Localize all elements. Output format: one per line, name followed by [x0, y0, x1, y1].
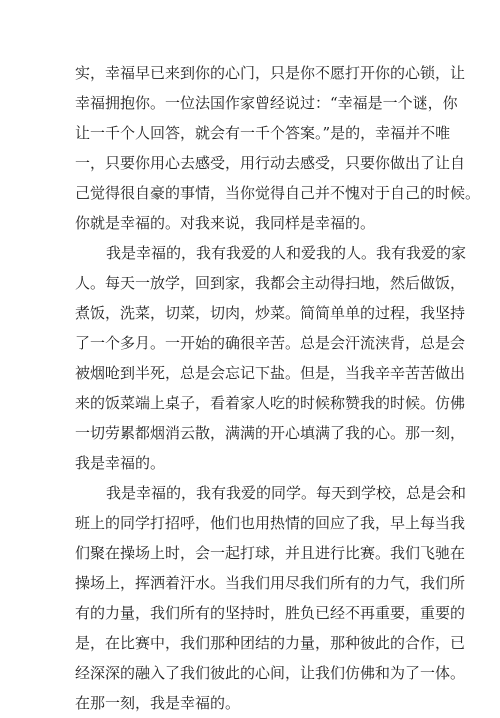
paragraph-line: 我是幸福的。 — [75, 454, 166, 472]
paragraph-line: 了一个多月。一开始的确很辛苦。总是会汗流浃背，总是会 — [75, 334, 466, 352]
paragraph-line: 你就是幸福的。对我来说，我同样是幸福的。 — [75, 214, 376, 232]
paragraph-line: 幸福拥抱你。一位法国作家曾经说过：“幸福是一个谜，你 — [75, 94, 458, 112]
paragraph-line: 一切劳累都烟消云散，满满的开心填满了我的心。那一刻， — [75, 424, 466, 442]
essay-body — [75, 58, 481, 718]
paragraph-line: 经深深的融入了我们彼此的心间，让我们仿佛和为了一体。 — [75, 664, 466, 682]
paragraph-line: 让一千个人回答，就会有一千个答案。”是的，幸福并不唯 — [75, 124, 451, 142]
paragraph-first-line: 我是幸福的，我有我爱的同学。每天到学校，总是会和 — [106, 484, 467, 502]
paragraph-line: 被烟呛到半死，总是会忘记下盐。但是，当我辛辛苦苦做出 — [75, 364, 466, 382]
paragraph-line: 班上的同学打招呼，他们也用热情的回应了我，早上每当我 — [75, 514, 466, 532]
paragraph-line: 人。每天一放学，回到家，我都会主动得扫地，然后做饭， — [75, 274, 466, 292]
paragraph-line: 煮饭，洗菜，切菜，切肉，炒菜。简简单单的过程，我坚持 — [75, 304, 466, 322]
paragraph-line: 一，只要你用心去感受，用行动去感受，只要你做出了让自 — [75, 154, 466, 172]
paragraph-line: 是，在比赛中，我们那种团结的力量，那种彼此的合作，已 — [75, 634, 466, 652]
paragraph-line: 己觉得很自豪的事情，当你觉得自己并不愧对于自己的时候。 — [75, 184, 481, 202]
paragraph-line: 来的饭菜端上桌子，看着家人吃的时候称赞我的时候。仿佛 — [75, 394, 466, 412]
paragraph-line: 有的力量，我们所有的坚持时，胜负已经不再重要，重要的 — [75, 604, 466, 622]
paragraph-line: 操场上，挥洒着汗水。当我们用尽我们所有的力气，我们所 — [75, 574, 466, 592]
paragraph-line: 在那一刻，我是幸福的。 — [75, 694, 241, 712]
paragraph-line: 们聚在操场上时，会一起打球，并且进行比赛。我们飞驰在 — [75, 544, 466, 562]
paragraph-first-line: 我是幸福的，我有我爱的人和爱我的人。我有我爱的家 — [106, 244, 467, 262]
paragraph-line: 实，幸福早已来到你的心门，只是你不愿打开你的心锁，让 — [75, 64, 466, 82]
